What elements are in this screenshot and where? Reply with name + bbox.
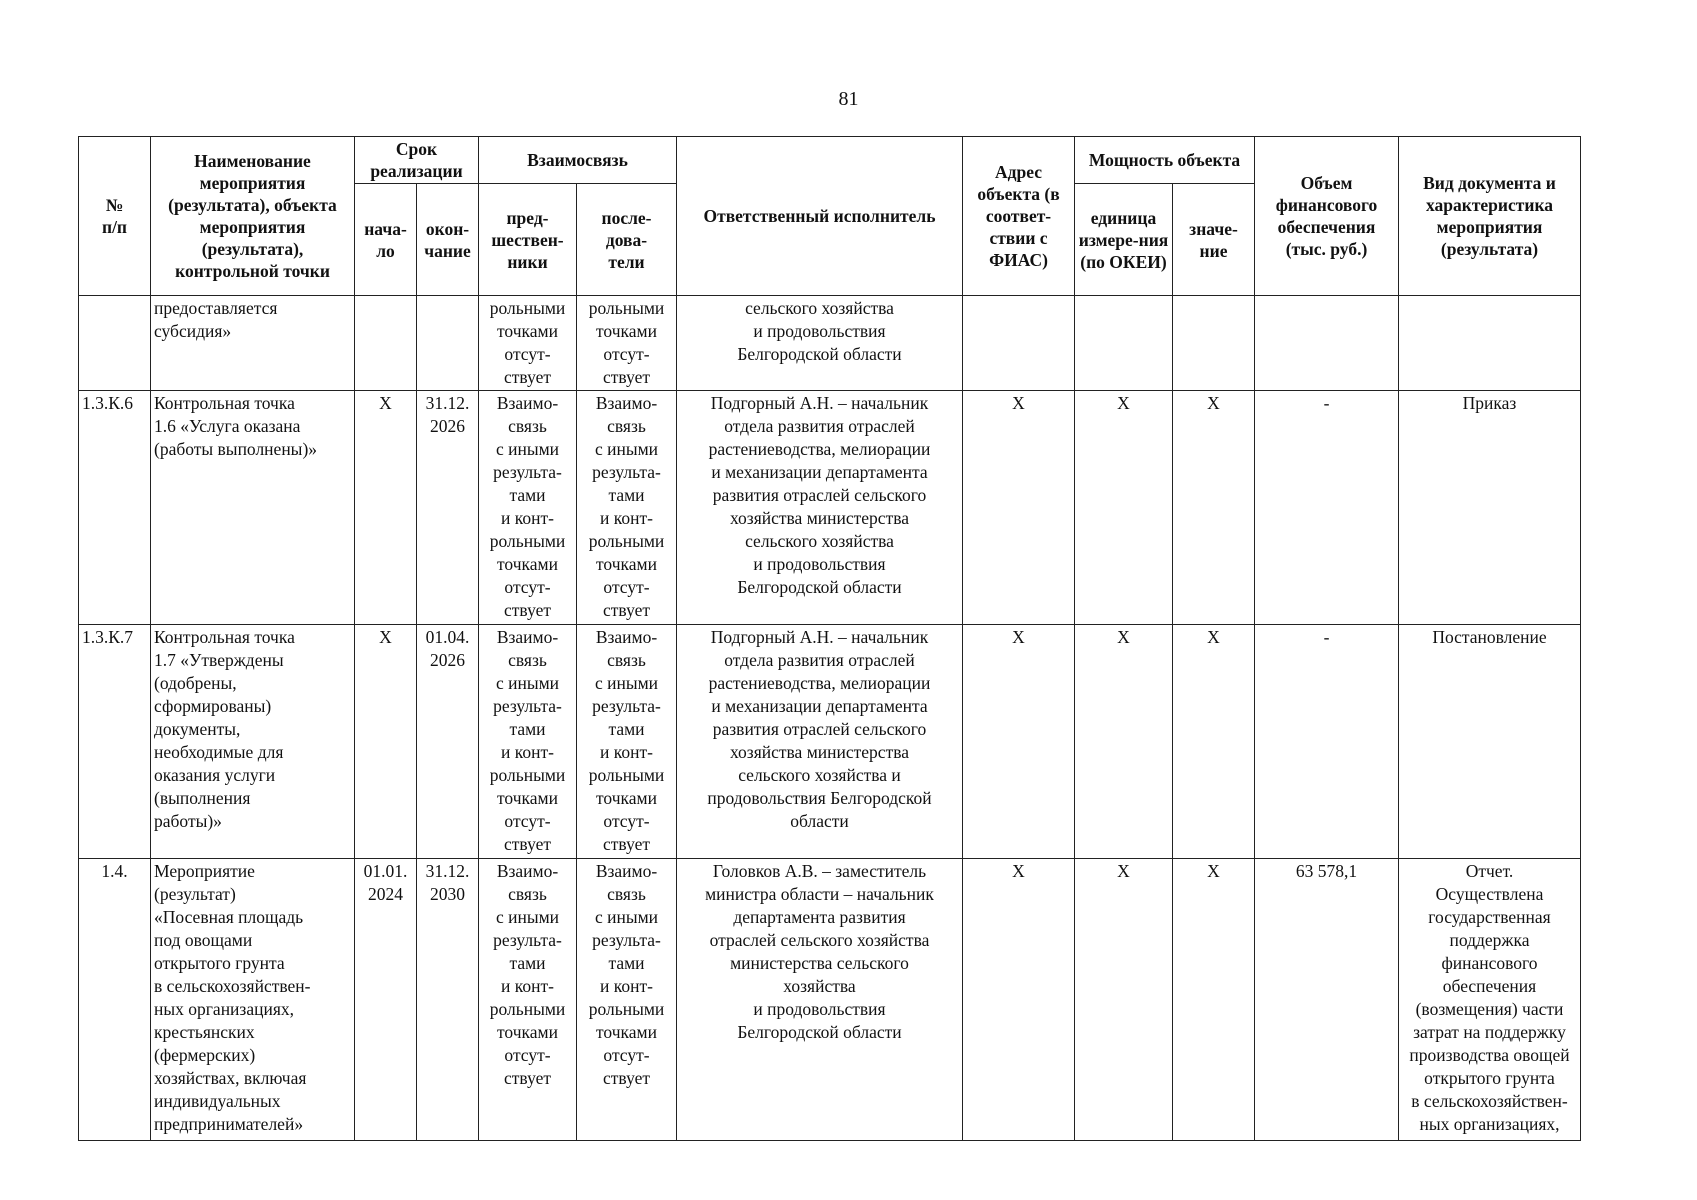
row-address (963, 296, 1075, 391)
plan-table (78, 136, 1581, 1141)
row-num: 1.3.К.6 (79, 391, 151, 625)
row-responsible: Подгорный А.Н. – начальник отдела развития отраслей растениеводства, мелиорации и механизации департамента развития отраслей сельского хозяйства министерства сельского хозяйства и продовольствия Белгородской области (677, 625, 963, 859)
header-links-pred: пред- шествен- ники (479, 184, 577, 296)
row-funding: 63 578,1 (1255, 859, 1399, 1141)
row-funding (1255, 296, 1399, 391)
row-start: Х (355, 391, 417, 625)
row-end: 31.12. 2030 (417, 859, 479, 1141)
row-name: Контрольная точка 1.6 «Услуга оказана (работы выполнены)» (151, 391, 355, 625)
row-end (417, 296, 479, 391)
header-period: Срок реализации (355, 137, 479, 184)
row-responsible: Подгорный А.Н. – начальник отдела развития отраслей растениеводства, мелиорации и механизации департамента развития отраслей сельского хозяйства министерства сельского хозяйства и продовольствия Белгородской области (677, 391, 963, 625)
header-links: Взаимосвязь (479, 137, 677, 184)
row-pred: Взаимо- связь с иными результа- тами и конт- рольными точками отсут- ствует (479, 391, 577, 625)
row-end: 01.04. 2026 (417, 625, 479, 859)
header-responsible: Ответственный исполнитель (677, 137, 963, 296)
row-next: Взаимо- связь с иными результа- тами и конт- рольными точками отсут- ствует (577, 391, 677, 625)
row-funding: - (1255, 625, 1399, 859)
row-doc (1399, 296, 1581, 391)
row-name: Контрольная точка 1.7 «Утверждены (одобрены, сформированы) документы, необходимые для оказания услуги (выполнения работы)» (151, 625, 355, 859)
row-end: 31.12. 2026 (417, 391, 479, 625)
row-next: Взаимо- связь с иными результа- тами и конт- рольными точками отсут- ствует (577, 625, 677, 859)
row-responsible: Головков А.В. – заместитель министра области – начальник департамента развития отраслей сельского хозяйства министерства сельского хозяйства и продовольствия Белгородской области (677, 859, 963, 1141)
header-doc-type: Вид документа и характеристика мероприятия (результата) (1399, 137, 1581, 296)
header-period-end: окон- чание (417, 184, 479, 296)
row-next: рольными точками отсут- ствует (577, 296, 677, 391)
row-address: Х (963, 859, 1075, 1141)
row-responsible: сельского хозяйства и продовольствия Белгородской области (677, 296, 963, 391)
header-links-next: после- дова- тели (577, 184, 677, 296)
row-funding: - (1255, 391, 1399, 625)
row-value: Х (1173, 391, 1255, 625)
row-pred: Взаимо- связь с иными результа- тами и конт- рольными точками отсут- ствует (479, 859, 577, 1141)
table-row (79, 625, 1581, 859)
table-row (79, 391, 1581, 625)
row-num: 1.3.К.7 (79, 625, 151, 859)
row-doc: Приказ (1399, 391, 1581, 625)
row-start: 01.01. 2024 (355, 859, 417, 1141)
row-start: Х (355, 625, 417, 859)
row-next: Взаимо- связь с иными результа- тами и конт- рольными точками отсут- ствует (577, 859, 677, 1141)
table-row (79, 859, 1581, 1141)
row-unit: Х (1075, 391, 1173, 625)
row-pred: Взаимо- связь с иными результа- тами и конт- рольными точками отсут- ствует (479, 625, 577, 859)
header-capacity: Мощность объекта (1075, 137, 1255, 184)
row-num: 1.4. (79, 859, 151, 1141)
header-capacity-unit: единица измере-ния (по ОКЕИ) (1075, 184, 1173, 296)
header-name: Наименование мероприятия (результата), объекта мероприятия (результата), контрольной точки (151, 137, 355, 296)
header-num: № п/п (79, 137, 151, 296)
header-capacity-value: значе- ние (1173, 184, 1255, 296)
row-pred: рольными точками отсут- ствует (479, 296, 577, 391)
row-start (355, 296, 417, 391)
row-address: Х (963, 625, 1075, 859)
row-doc: Постановление (1399, 625, 1581, 859)
row-unit: Х (1075, 859, 1173, 1141)
row-unit (1075, 296, 1173, 391)
row-value: Х (1173, 859, 1255, 1141)
row-name: предоставляется субсидия» (151, 296, 355, 391)
row-name: Мероприятие (результат) «Посевная площадь под овощами открытого грунта в сельскохозяйствен- ных организациях, крестьянских (фермерских) хозяйствах, включая индивидуальных предпринимателей» (151, 859, 355, 1141)
header-period-start: нача- ло (355, 184, 417, 296)
row-unit: Х (1075, 625, 1173, 859)
row-num (79, 296, 151, 391)
header-funding: Объем финансового обеспечения (тыс. руб.) (1255, 137, 1399, 296)
row-address: Х (963, 391, 1075, 625)
row-value (1173, 296, 1255, 391)
row-doc: Отчет. Осуществлена государственная поддержка финансового обеспечения (возмещения) части затрат на поддержку производства овощей открытого грунта в сельскохозяйствен- ных организациях, (1399, 859, 1581, 1141)
header-address: Адрес объекта (в соответ-ствии с ФИАС) (963, 137, 1075, 296)
table-row (79, 296, 1581, 391)
page-number: 81 (838, 88, 859, 110)
row-value: Х (1173, 625, 1255, 859)
